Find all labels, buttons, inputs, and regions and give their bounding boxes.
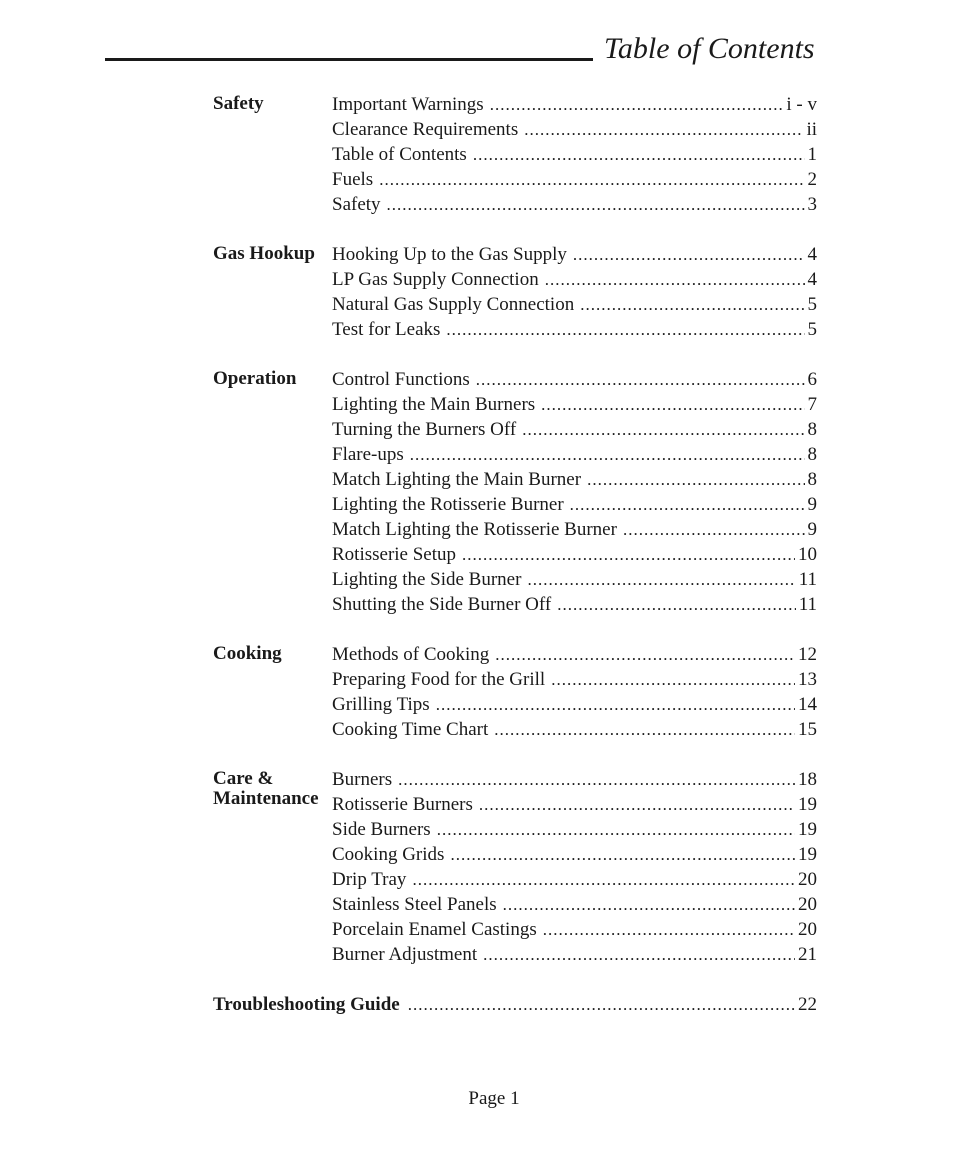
entry-page: 10: [798, 544, 817, 565]
page-title: Table of Contents: [604, 32, 815, 65]
toc-entry[interactable]: [332, 567, 817, 592]
header-rule: [105, 58, 593, 61]
dot-leader: [557, 592, 796, 617]
toc-entry[interactable]: [332, 917, 817, 942]
section-label: Safety: [213, 93, 264, 114]
entry-page: i - v: [786, 94, 817, 115]
entry-page: 19: [798, 819, 817, 840]
entry-page: 8: [807, 444, 817, 465]
entry-title: Porcelain Enamel Castings: [332, 919, 537, 940]
dot-leader: [437, 817, 795, 842]
entry-page: 19: [798, 794, 817, 815]
toc-entry-troubleshooting[interactable]: [213, 992, 817, 1017]
dot-leader: [410, 442, 805, 467]
entry-title: Methods of Cooking: [332, 644, 490, 665]
entry-page: 2: [807, 169, 817, 190]
entry-title: LP Gas Supply Connection: [332, 269, 539, 290]
entry-page: 9: [807, 494, 817, 515]
dot-leader: [446, 317, 804, 342]
entry-page: 5: [807, 319, 817, 340]
dot-leader: [379, 167, 804, 192]
entry-page: 8: [807, 419, 817, 440]
entry-page: 22: [798, 994, 817, 1015]
toc-entry[interactable]: [332, 392, 817, 417]
dot-leader: [450, 842, 795, 867]
dot-leader: [479, 792, 795, 817]
toc-entry[interactable]: [332, 117, 817, 142]
toc-entry[interactable]: [332, 367, 817, 392]
entry-page: 18: [798, 769, 817, 790]
entry-page: 19: [798, 844, 817, 865]
dot-leader: [412, 867, 795, 892]
entry-title: Rotisserie Burners: [332, 794, 473, 815]
entry-title: Lighting the Main Burners: [332, 394, 536, 415]
toc-section-safety: [213, 92, 817, 217]
entry-title: Stainless Steel Panels: [332, 894, 497, 915]
entry-title: Rotisserie Setup: [332, 544, 457, 565]
dot-leader: [398, 767, 795, 792]
dot-leader: [436, 692, 795, 717]
toc-entry[interactable]: [332, 192, 817, 217]
toc-entry[interactable]: [332, 467, 817, 492]
toc-entry[interactable]: [332, 642, 817, 667]
table-of-contents: [213, 92, 817, 1017]
dot-leader: [490, 92, 784, 117]
dot-leader: [587, 467, 804, 492]
entry-title: Safety: [332, 194, 381, 215]
dot-leader: [527, 567, 795, 592]
dot-leader: [494, 717, 795, 742]
dot-leader: [522, 417, 804, 442]
entry-page: 21: [798, 944, 817, 965]
toc-entry[interactable]: [332, 492, 817, 517]
entry-page: 1: [807, 144, 817, 165]
dot-leader: [580, 292, 804, 317]
entry-title: Fuels: [332, 169, 374, 190]
section-label: Operation: [213, 368, 297, 389]
toc-entry[interactable]: [332, 942, 817, 967]
entry-page: 20: [798, 869, 817, 890]
dot-leader: [483, 942, 795, 967]
entry-page: 20: [798, 919, 817, 940]
section-label: Cooking: [213, 643, 282, 664]
entry-page: 20: [798, 894, 817, 915]
dot-leader: [503, 892, 795, 917]
entry-page: 13: [798, 669, 817, 690]
toc-entry[interactable]: [332, 667, 817, 692]
entry-title: Cooking Grids: [332, 844, 445, 865]
dot-leader: [462, 542, 795, 567]
toc-entry[interactable]: [332, 817, 817, 842]
section-entries: [332, 242, 817, 342]
section-label-line: Care &: [213, 768, 274, 789]
entry-page: 11: [798, 569, 817, 590]
section-entries: [332, 92, 817, 217]
page-number: Page 1: [468, 1088, 520, 1109]
toc-section-care-maintenance: [213, 767, 817, 967]
toc-entry[interactable]: [332, 267, 817, 292]
entry-title: Shutting the Side Burner Off: [332, 594, 552, 615]
section-label: [213, 767, 332, 967]
toc-entry[interactable]: [332, 442, 817, 467]
dot-leader: [573, 242, 805, 267]
entry-title: Side Burners: [332, 819, 431, 840]
entry-title: Turning the Burners Off: [332, 419, 517, 440]
toc-section-cooking: [213, 642, 817, 742]
entry-title: Cooking Time Chart: [332, 719, 489, 740]
entry-title: Hooking Up to the Gas Supply: [332, 244, 567, 265]
entry-title: Natural Gas Supply Connection: [332, 294, 575, 315]
entry-page: ii: [806, 119, 817, 140]
toc-entry[interactable]: [332, 867, 817, 892]
entry-page: 6: [807, 369, 817, 390]
entry-title: Lighting the Rotisserie Burner: [332, 494, 564, 515]
entry-title: Drip Tray: [332, 869, 407, 890]
entry-title: Clearance Requirements: [332, 119, 519, 140]
entry-title: Control Functions: [332, 369, 470, 390]
entry-page: 7: [807, 394, 817, 415]
section-label: Gas Hookup: [213, 243, 315, 264]
entry-page: 5: [807, 294, 817, 315]
entry-page: 15: [798, 719, 817, 740]
toc-entry[interactable]: [332, 592, 817, 617]
entry-title: Match Lighting the Rotisserie Burner: [332, 519, 617, 540]
entry-page: 4: [807, 244, 817, 265]
toc-entry[interactable]: [332, 292, 817, 317]
dot-leader: [541, 392, 804, 417]
section-entries: [332, 367, 817, 617]
dot-leader: [543, 917, 795, 942]
dot-leader: [476, 367, 805, 392]
toc-entry[interactable]: [332, 167, 817, 192]
entry-title: Burners: [332, 769, 393, 790]
entry-page: 8: [807, 469, 817, 490]
toc-entry[interactable]: [332, 717, 817, 742]
toc-entry[interactable]: [332, 767, 817, 792]
toc-entry[interactable]: [332, 792, 817, 817]
toc-entry[interactable]: [332, 142, 817, 167]
dot-leader: [387, 192, 805, 217]
section-entries: [332, 767, 817, 967]
entry-title: Flare-ups: [332, 444, 404, 465]
dot-leader: [524, 117, 803, 142]
toc-entry[interactable]: [332, 92, 817, 117]
entry-page: 9: [807, 519, 817, 540]
section-entries: [332, 642, 817, 742]
entry-title: Troubleshooting Guide: [213, 994, 400, 1015]
dot-leader: [495, 642, 795, 667]
entry-title: Lighting the Side Burner: [332, 569, 522, 590]
entry-page: 14: [798, 694, 817, 715]
entry-title: Test for Leaks: [332, 319, 441, 340]
toc-section-gas-hookup: [213, 242, 817, 342]
dot-leader: [408, 992, 795, 1017]
toc-entry[interactable]: [332, 892, 817, 917]
entry-title: Burner Adjustment: [332, 944, 478, 965]
entry-title: Table of Contents: [332, 144, 467, 165]
toc-entry[interactable]: [332, 242, 817, 267]
dot-leader: [473, 142, 805, 167]
entry-page: 3: [807, 194, 817, 215]
dot-leader: [545, 267, 805, 292]
toc-entry[interactable]: [332, 842, 817, 867]
dot-leader: [570, 492, 805, 517]
entry-title: Preparing Food for the Grill: [332, 669, 546, 690]
entry-page: 4: [807, 269, 817, 290]
entry-title: Grilling Tips: [332, 694, 430, 715]
toc-entry[interactable]: [332, 317, 817, 342]
section-label-line: Maintenance: [213, 788, 319, 809]
entry-page: 12: [798, 644, 817, 665]
toc-section-operation: [213, 367, 817, 617]
dot-leader: [551, 667, 795, 692]
toc-entry[interactable]: [332, 542, 817, 567]
toc-entry[interactable]: [332, 417, 817, 442]
toc-entry[interactable]: [332, 517, 817, 542]
entry-title: Important Warnings: [332, 94, 484, 115]
entry-title: Match Lighting the Main Burner: [332, 469, 582, 490]
dot-leader: [623, 517, 805, 542]
toc-entry[interactable]: [332, 692, 817, 717]
entry-page: 11: [798, 594, 817, 615]
